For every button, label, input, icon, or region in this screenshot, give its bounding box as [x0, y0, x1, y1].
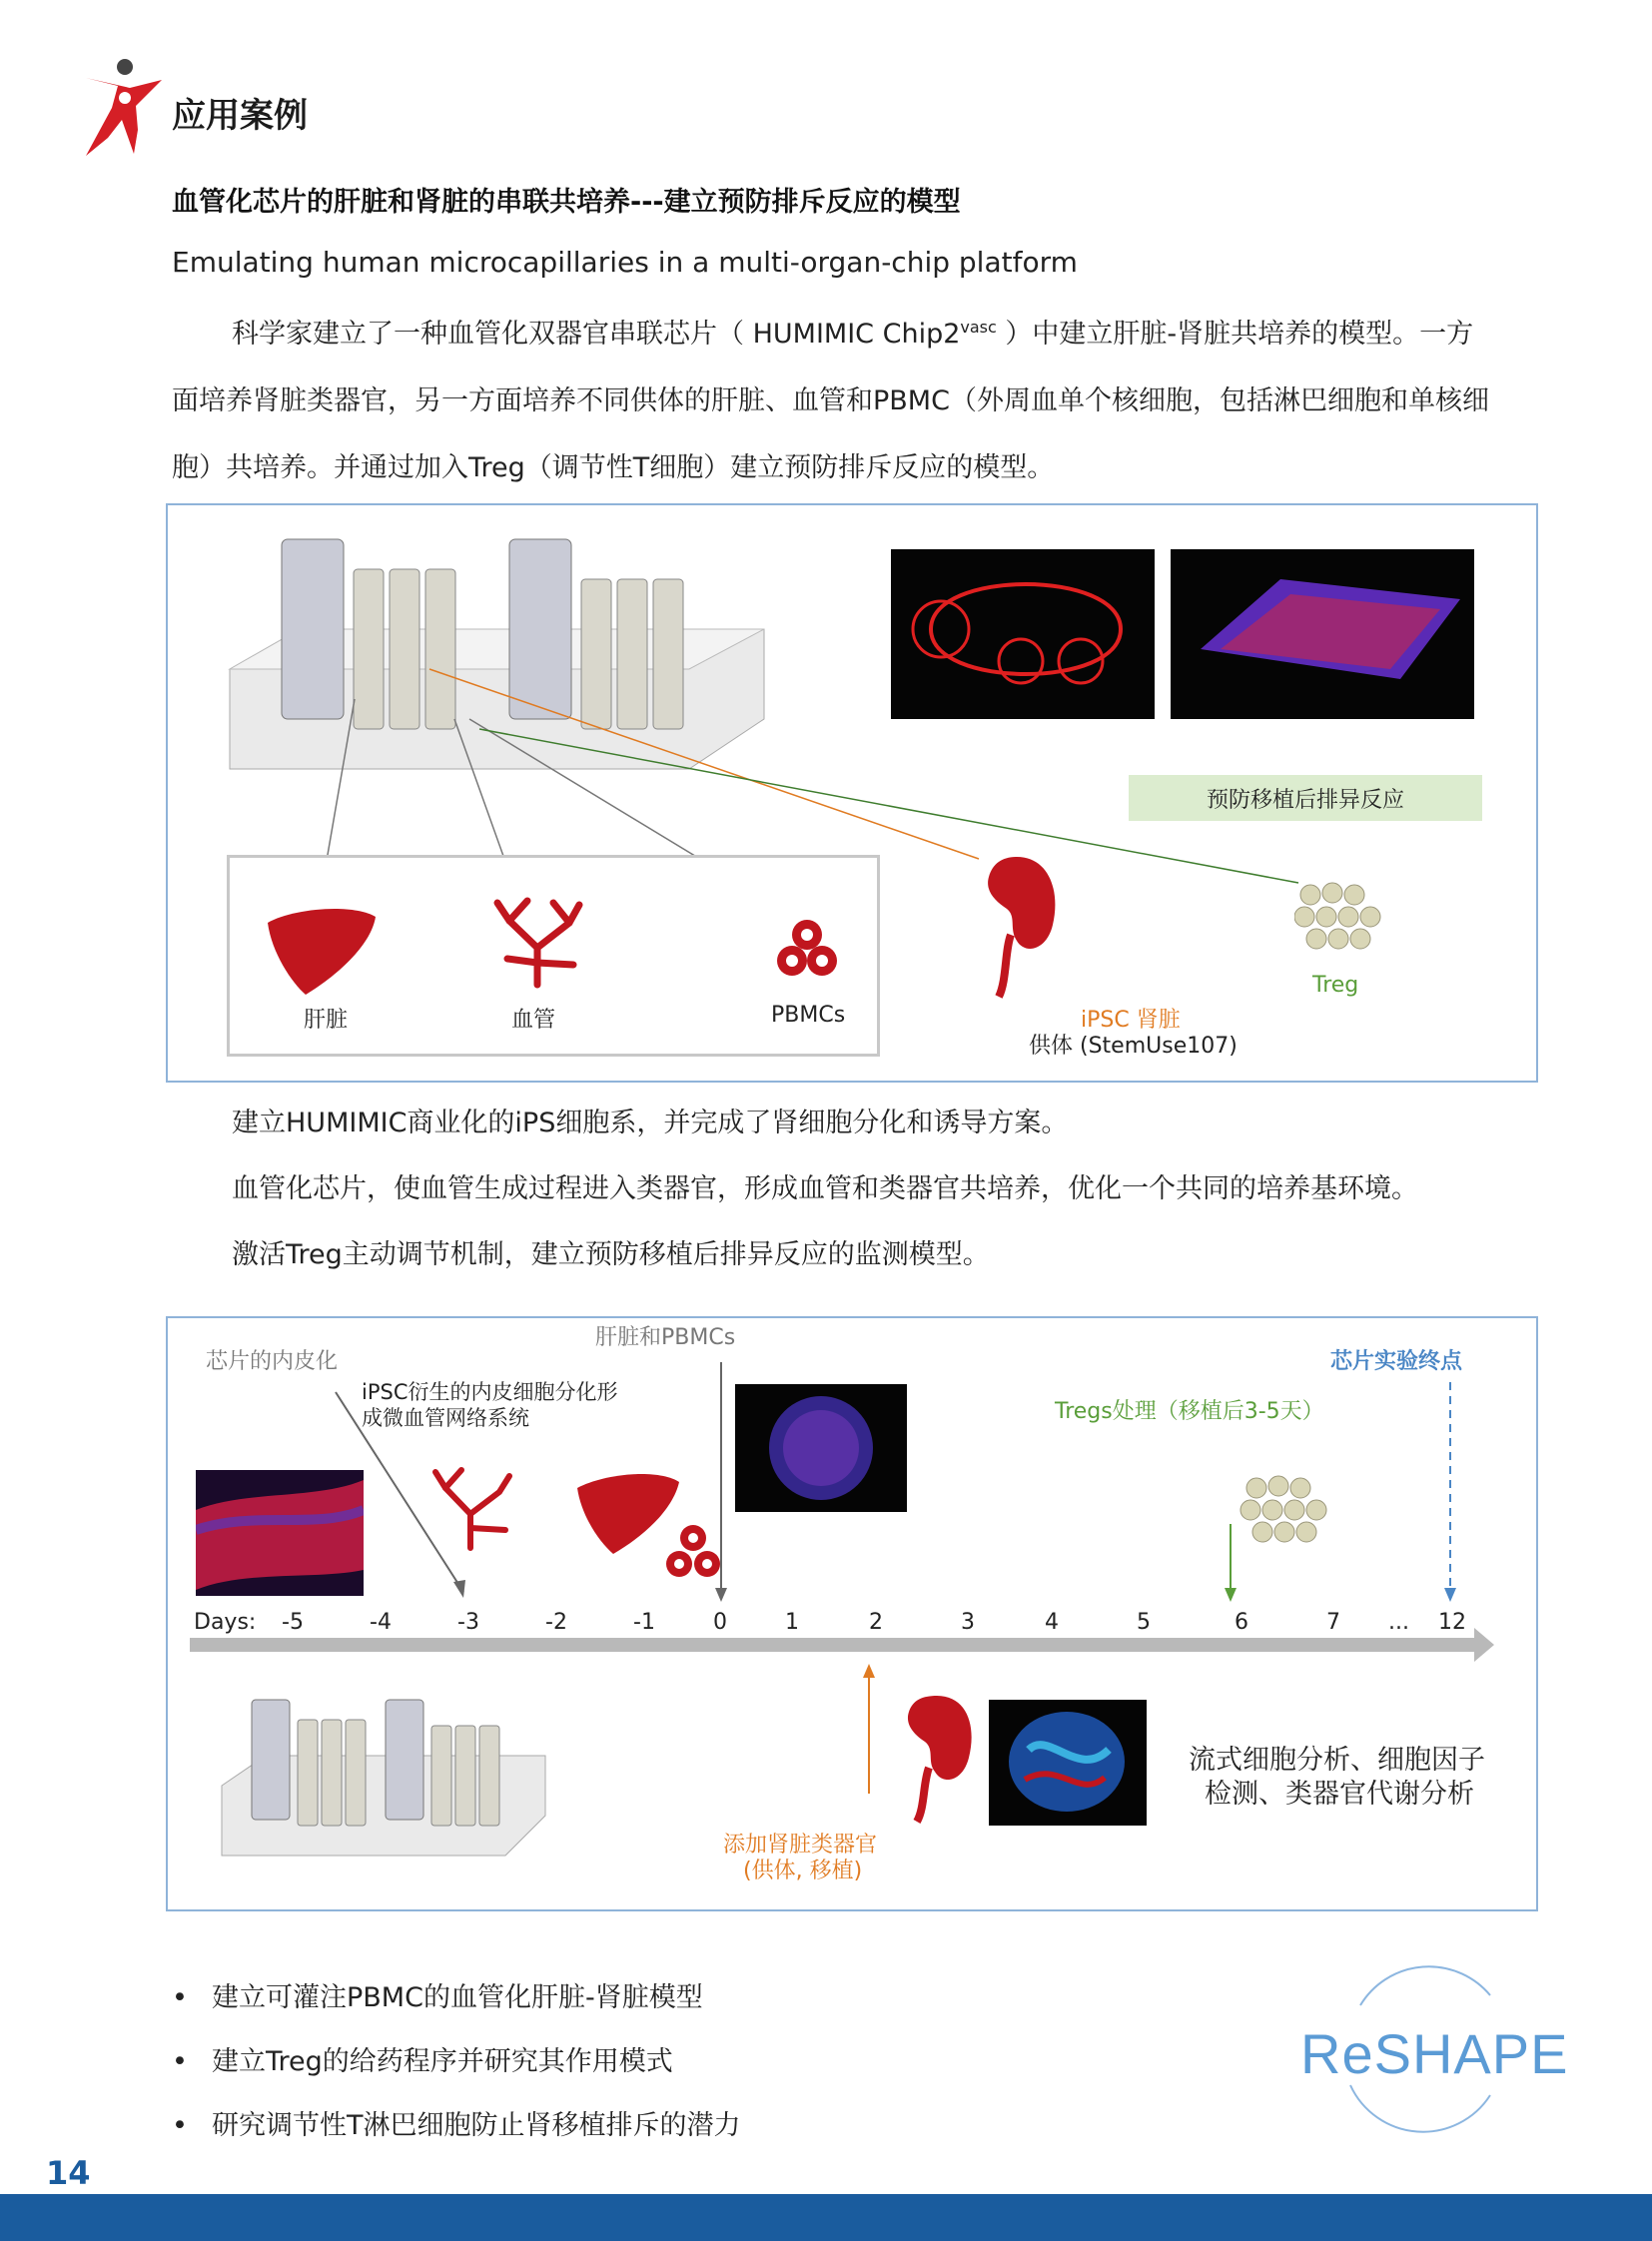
- day-tick: -3: [457, 1610, 479, 1635]
- pbmc-label: PBMCs: [771, 1003, 846, 1028]
- prevention-note: 预防移植后排异反应: [1129, 775, 1482, 821]
- section-title: 应用案例: [172, 96, 308, 136]
- article-title: 血管化芯片的肝脏和肾脏的串联共培养---建立预防排斥反应的模型: [172, 187, 961, 218]
- middle-line-1: 建立HUMIMIC商业化的iPS细胞系，并完成了肾细胞分化和诱导方案。: [232, 1108, 1069, 1138]
- vessel-label: 血管: [511, 1008, 556, 1033]
- bullet-item: • 建立Treg的给药程序并研究其作用模式: [172, 2046, 673, 2077]
- endpoint-label: 芯片实验终点: [1330, 1349, 1463, 1374]
- day-tick: 2: [869, 1610, 883, 1635]
- ipsc-diff-label-1: iPSC衍生的内皮细胞分化形: [362, 1380, 618, 1404]
- bullet-item: • 研究调节性T淋巴细胞防止肾移植排斥的潜力: [172, 2110, 741, 2141]
- middle-line-3: 激活Treg主动调节机制，建立预防移植后排异反应的监测模型。: [232, 1239, 990, 1270]
- day-tick: -5: [282, 1610, 304, 1635]
- donor-label: 供体 (StemUse107): [1029, 1034, 1238, 1059]
- days-axis-label: Days:: [194, 1610, 257, 1635]
- day-tick: -4: [370, 1610, 392, 1635]
- footer-bar: [0, 2194, 1652, 2241]
- kidney-small-icon: [897, 1690, 977, 1826]
- add-kidney-label-1: 添加肾脏类器官: [723, 1833, 878, 1858]
- day-tick: -1: [633, 1610, 655, 1635]
- liver-label: 肝脏: [304, 1008, 349, 1033]
- ipsc-diff-label-2: 成微血管网络系统: [362, 1406, 529, 1430]
- day-tick: 4: [1045, 1610, 1059, 1635]
- tregs-label: Tregs处理（移植后3-5天）: [1055, 1399, 1324, 1424]
- day-tick: 0: [713, 1610, 727, 1635]
- middle-line-2: 血管化芯片，使血管生成过程进入类器官，形成血管和类器官共培养，优化一个共同的培养基环境。: [232, 1173, 1418, 1204]
- page-number: 14: [46, 2154, 91, 2192]
- day-tick: ...: [1388, 1610, 1409, 1635]
- treg-label: Treg: [1312, 973, 1359, 998]
- analysis-line-1: 流式细胞分析、细胞因子: [1189, 1745, 1485, 1776]
- day-tick: 7: [1326, 1610, 1340, 1635]
- reshape-logo-text: ReSHAPE: [1300, 2022, 1569, 2085]
- endothelial-label: 芯片的内皮化: [206, 1349, 339, 1374]
- day-tick: 5: [1137, 1610, 1151, 1635]
- day-tick: 1: [785, 1610, 799, 1635]
- intro-paragraph: 科学家建立了一种血管化双器官串联芯片（ HUMIMIC $Chip2^{vasc}$ ）中建立肝脏-肾脏共培养的模型。一方 面培养肾脏类器官，另一方面培养不同供体的肝脏、血管和PBMC（外周血单个核细胞，包括淋巴细胞和单核细 胞）共培养。并通过加入Treg（调节性T细胞）建立预防排斥反应的模型。: [172, 318, 1489, 483]
- add-kidney-label-2: (供体, 移植): [743, 1859, 863, 1883]
- day-tick: -2: [545, 1610, 567, 1635]
- liver-pbmc-label: 肝脏和PBMCs: [595, 1325, 736, 1350]
- analysis-line-2: 检测、类器官代谢分析: [1205, 1779, 1474, 1810]
- day-tick: 3: [961, 1610, 975, 1635]
- kidney-organoid-micrograph: [989, 1700, 1147, 1826]
- bullet-item: • 建立可灌注PBMC的血管化肝脏-肾脏模型: [172, 1982, 703, 2013]
- article-subtitle: Emulating human microcapillaries in a multi-organ-chip platform: [172, 246, 1078, 279]
- day-tick: 6: [1235, 1610, 1248, 1635]
- day-tick: 12: [1438, 1610, 1466, 1635]
- chip-small-illustration: [216, 1686, 555, 1866]
- ipsc-kidney-label: iPSC 肾脏: [1081, 1008, 1181, 1033]
